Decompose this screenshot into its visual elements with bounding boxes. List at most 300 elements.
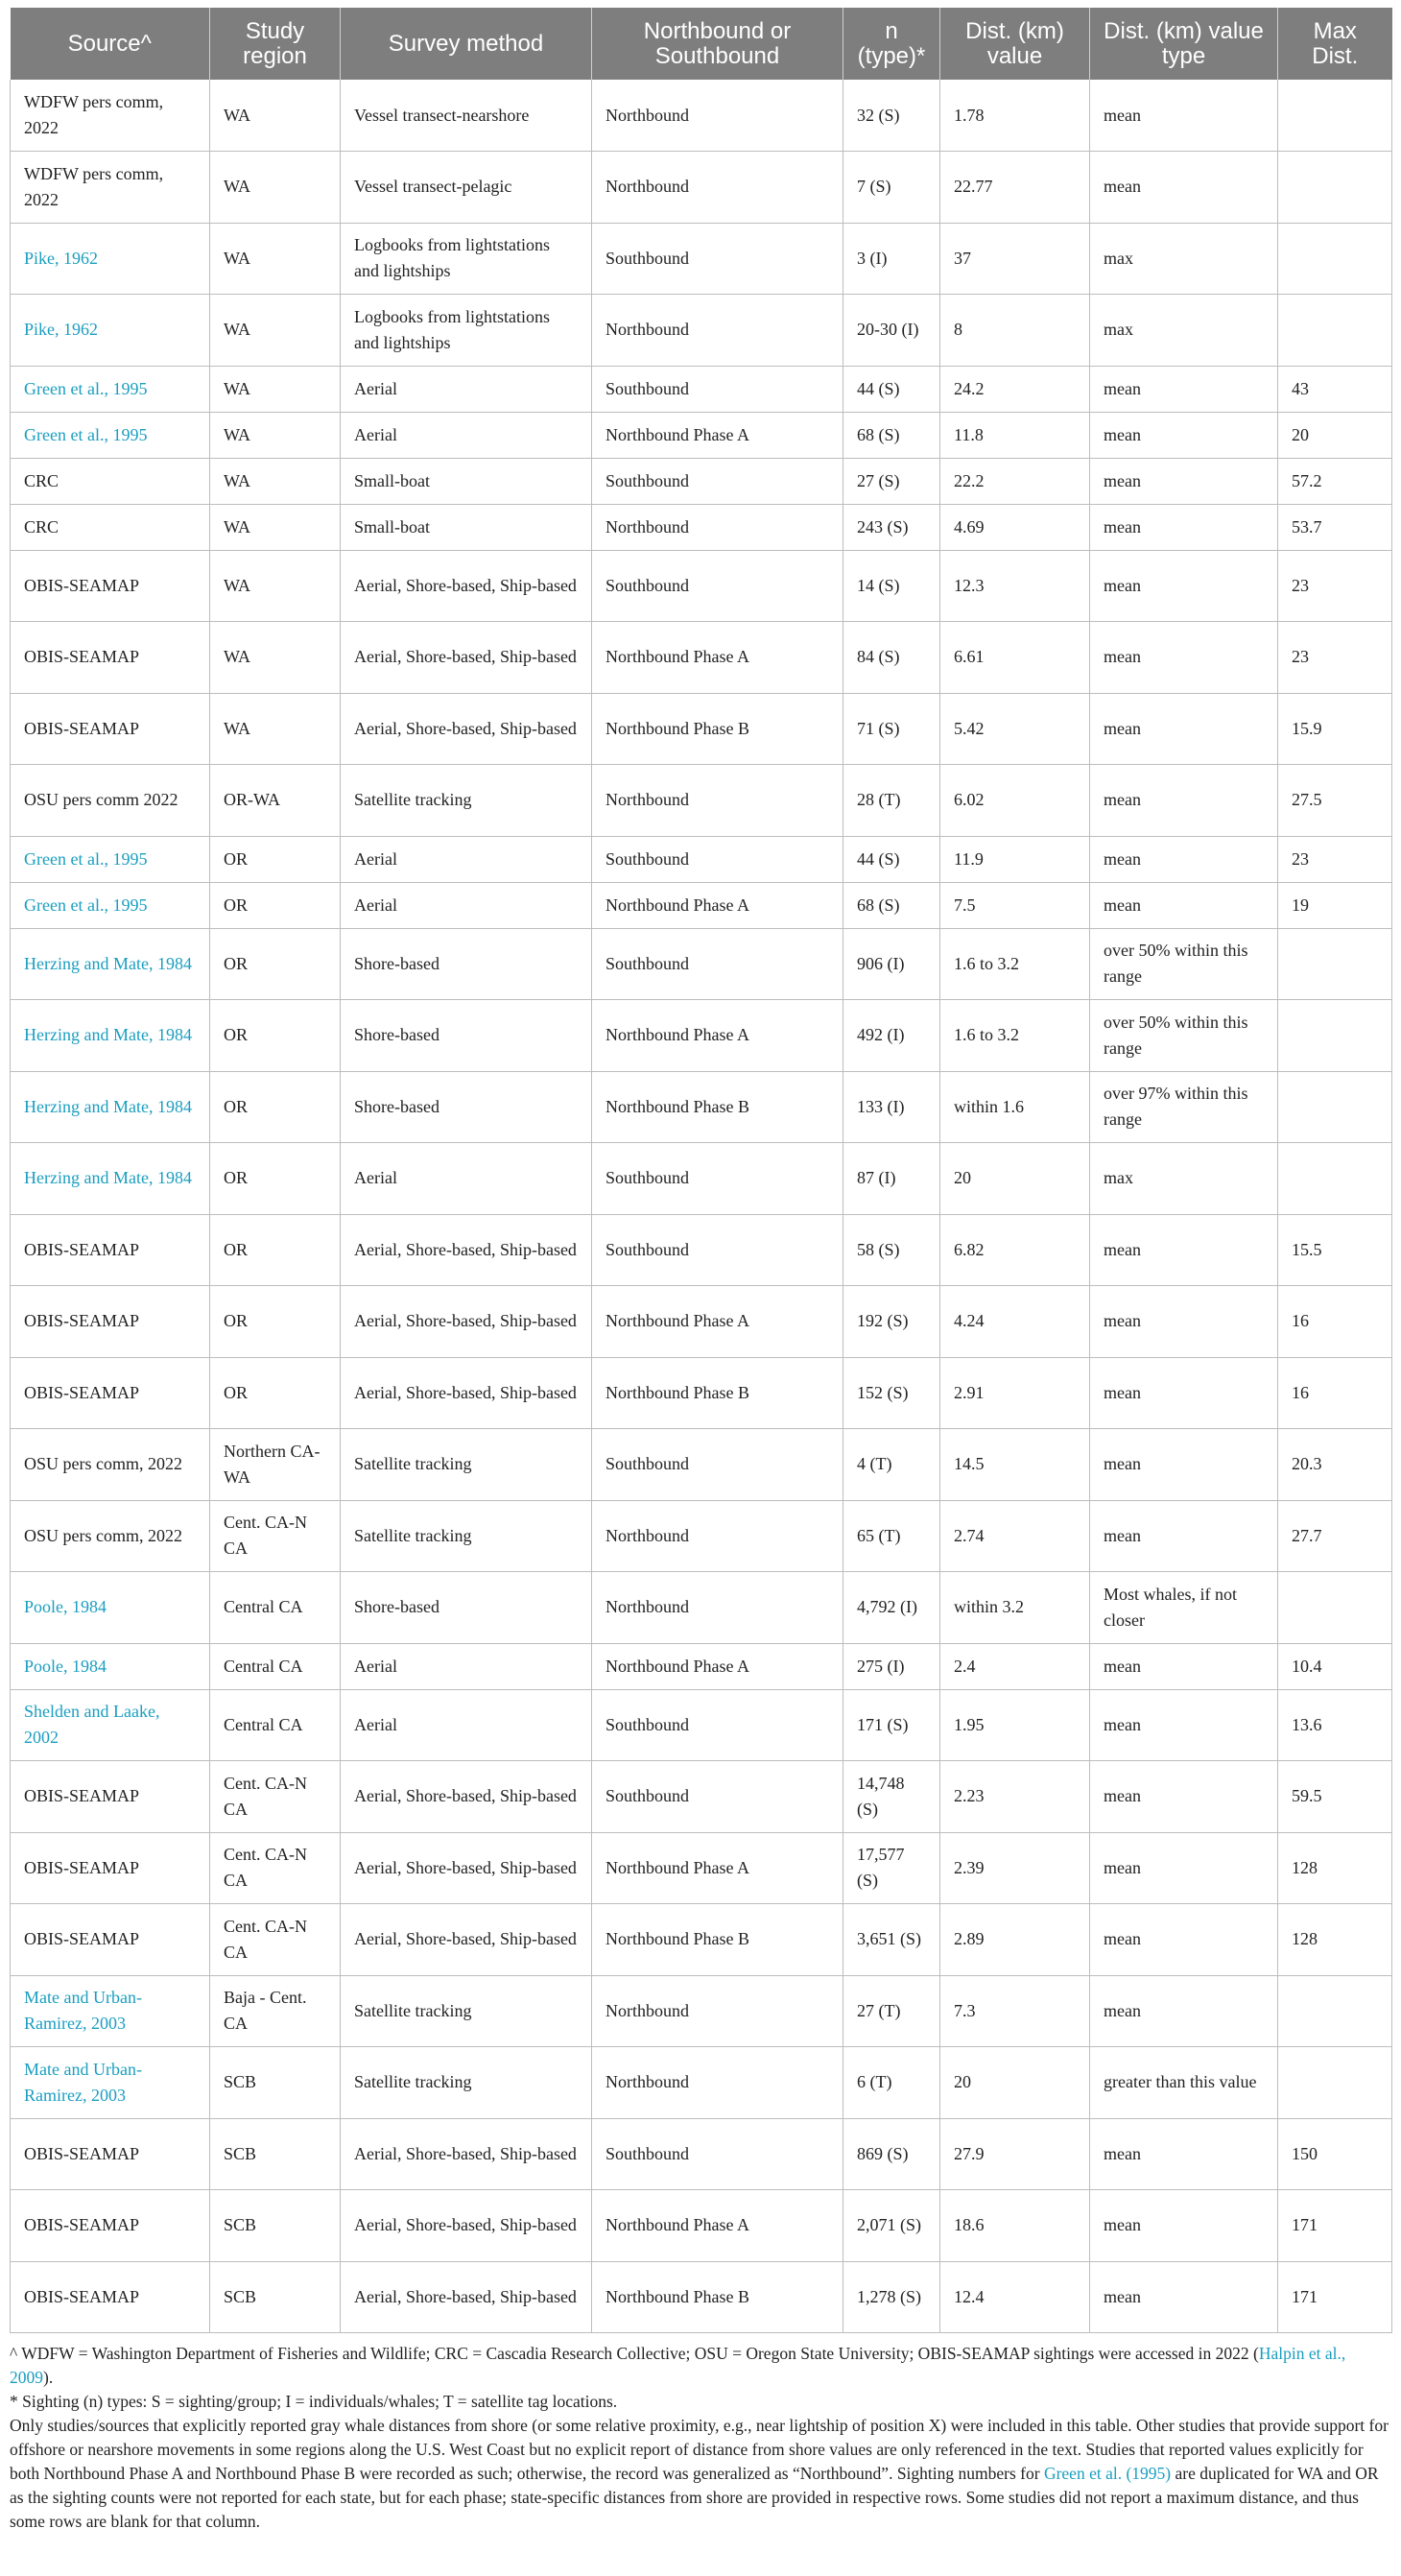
cell-study-region: Northern CA-WA <box>210 1429 341 1501</box>
cell-source[interactable]: Shelden and Laake, 2002 <box>11 1689 210 1761</box>
cell-n-type: 243 (S) <box>843 504 940 550</box>
cell-direction: Southbound <box>592 366 843 412</box>
cell-survey-method: Aerial, Shore-based, Ship-based <box>341 1761 592 1833</box>
cell-max-dist: 13.6 <box>1278 1689 1392 1761</box>
cell-source: CRC <box>11 458 210 504</box>
cell-study-region: OR-WA <box>210 765 341 837</box>
cell-max-dist: 171 <box>1278 2190 1392 2262</box>
cell-n-type: 44 (S) <box>843 366 940 412</box>
cell-direction: Northbound Phase B <box>592 2261 843 2333</box>
cell-source[interactable]: Green et al., 1995 <box>11 882 210 928</box>
cell-source[interactable]: Green et al., 1995 <box>11 836 210 882</box>
table-row <box>11 693 1392 765</box>
table-row <box>11 1975 1392 2047</box>
cell-direction: Southbound <box>592 1143 843 1215</box>
cell-n-type: 27 (S) <box>843 458 940 504</box>
cell-max-dist <box>1278 80 1392 152</box>
cell-dist-value: 6.82 <box>940 1214 1090 1286</box>
cell-max-dist <box>1278 1572 1392 1644</box>
cell-direction: Northbound <box>592 765 843 837</box>
cell-study-region: OR <box>210 1143 341 1215</box>
cell-source: OBIS-SEAMAP <box>11 1832 210 1904</box>
cell-max-dist <box>1278 223 1392 295</box>
table-row <box>11 836 1392 882</box>
cell-source[interactable]: Mate and Urban-Ramirez, 2003 <box>11 2047 210 2119</box>
cell-dist-value: 20 <box>940 1143 1090 1215</box>
cell-dist-value-type: mean <box>1090 504 1278 550</box>
cell-study-region: OR <box>210 882 341 928</box>
table-row <box>11 1761 1392 1833</box>
footnote-note-end: are duplicated for WA and OR as the sighting counts were not reported for each state, but for each phase; state-specific distances from shore are provided in respective rows. Some studies did not report a maximum distance, and thus some rows are blank for that column. <box>10 2464 1379 2531</box>
table-row <box>11 550 1392 622</box>
cell-dist-value-type: mean <box>1090 1904 1278 1976</box>
table-row <box>11 223 1392 295</box>
cell-study-region: WA <box>210 152 341 224</box>
cell-max-dist <box>1278 295 1392 367</box>
cell-survey-method: Aerial, Shore-based, Ship-based <box>341 1214 592 1286</box>
cell-n-type: 4 (T) <box>843 1429 940 1501</box>
cell-max-dist: 16 <box>1278 1286 1392 1358</box>
cell-n-type: 17,577 (S) <box>843 1832 940 1904</box>
cell-dist-value: 1.6 to 3.2 <box>940 928 1090 1000</box>
distance-table <box>10 8 1392 2333</box>
cell-n-type: 65 (T) <box>843 1500 940 1572</box>
cell-dist-value: 5.42 <box>940 693 1090 765</box>
cell-n-type: 1,278 (S) <box>843 2261 940 2333</box>
cell-study-region: WA <box>210 223 341 295</box>
cell-n-type: 68 (S) <box>843 882 940 928</box>
cell-direction: Northbound Phase A <box>592 1643 843 1689</box>
cell-dist-value-type: greater than this value <box>1090 2047 1278 2119</box>
table-row <box>11 1643 1392 1689</box>
cell-max-dist: 128 <box>1278 1832 1392 1904</box>
cell-survey-method: Shore-based <box>341 928 592 1000</box>
table-row <box>11 1143 1392 1215</box>
table-row <box>11 1832 1392 1904</box>
cell-study-region: Central CA <box>210 1643 341 1689</box>
cell-survey-method: Aerial <box>341 882 592 928</box>
cell-dist-value-type: over 50% within this range <box>1090 1000 1278 1072</box>
cell-study-region: SCB <box>210 2047 341 2119</box>
cell-direction: Southbound <box>592 1214 843 1286</box>
cell-dist-value-type: max <box>1090 295 1278 367</box>
cell-study-region: WA <box>210 693 341 765</box>
cell-n-type: 6 (T) <box>843 2047 940 2119</box>
cell-max-dist <box>1278 1143 1392 1215</box>
cell-direction: Northbound Phase B <box>592 1357 843 1429</box>
cell-survey-method: Aerial, Shore-based, Ship-based <box>341 550 592 622</box>
cell-n-type: 14,748 (S) <box>843 1761 940 1833</box>
cell-n-type: 152 (S) <box>843 1357 940 1429</box>
cell-max-dist: 27.5 <box>1278 765 1392 837</box>
cell-survey-method: Aerial <box>341 1689 592 1761</box>
table-row <box>11 412 1392 458</box>
cell-n-type: 58 (S) <box>843 1214 940 1286</box>
cell-dist-value: 18.6 <box>940 2190 1090 2262</box>
cell-survey-method: Aerial <box>341 1643 592 1689</box>
col-dist-value: Dist. (km) value <box>940 8 1090 80</box>
cell-study-region: SCB <box>210 2261 341 2333</box>
cell-direction: Northbound Phase A <box>592 2190 843 2262</box>
cell-survey-method: Small-boat <box>341 458 592 504</box>
cell-dist-value: 27.9 <box>940 2118 1090 2190</box>
cell-study-region: WA <box>210 458 341 504</box>
table-row <box>11 622 1392 694</box>
cell-n-type: 133 (I) <box>843 1071 940 1143</box>
cell-direction: Southbound <box>592 836 843 882</box>
cell-dist-value: 2.74 <box>940 1500 1090 1572</box>
cell-direction: Southbound <box>592 1761 843 1833</box>
cell-study-region: OR <box>210 1000 341 1072</box>
cell-source[interactable]: Herzing and Mate, 1984 <box>11 1071 210 1143</box>
table-row <box>11 1000 1392 1072</box>
cell-dist-value: 12.3 <box>940 550 1090 622</box>
cell-study-region: OR <box>210 1357 341 1429</box>
cell-dist-value: 8 <box>940 295 1090 367</box>
cell-source[interactable]: Green et al., 1995 <box>11 366 210 412</box>
cell-direction: Northbound Phase B <box>592 1904 843 1976</box>
cell-dist-value: 7.5 <box>940 882 1090 928</box>
cell-source[interactable]: Herzing and Mate, 1984 <box>11 928 210 1000</box>
cell-source: OBIS-SEAMAP <box>11 1357 210 1429</box>
cell-study-region: WA <box>210 550 341 622</box>
cell-source[interactable]: Green et al., 1995 <box>11 412 210 458</box>
cell-direction: Southbound <box>592 550 843 622</box>
footnote-abbrev-end: ). <box>43 2368 54 2387</box>
reference-link-halpin[interactable]: Halpin et al., 2009 <box>10 2344 1346 2387</box>
cell-dist-value: 4.24 <box>940 1286 1090 1358</box>
cell-dist-value: 1.95 <box>940 1689 1090 1761</box>
cell-n-type: 68 (S) <box>843 412 940 458</box>
cell-source: OBIS-SEAMAP <box>11 693 210 765</box>
cell-survey-method: Aerial <box>341 836 592 882</box>
cell-max-dist <box>1278 2047 1392 2119</box>
document <box>10 8 1391 2534</box>
cell-direction: Northbound Phase A <box>592 412 843 458</box>
cell-n-type: 71 (S) <box>843 693 940 765</box>
table-row <box>11 1572 1392 1644</box>
cell-source: WDFW pers comm, 2022 <box>11 80 210 152</box>
cell-max-dist: 19 <box>1278 882 1392 928</box>
cell-study-region: WA <box>210 622 341 694</box>
cell-source[interactable]: Pike, 1962 <box>11 295 210 367</box>
cell-n-type: 28 (T) <box>843 765 940 837</box>
cell-survey-method: Shore-based <box>341 1071 592 1143</box>
footnote-note-start: Only studies/sources that explicitly reported gray whale distances from shore (or some relative proximity, e.g., near lightship of position X) were included in this table. Other studies that provide support for offshore or nearshore movements in some regions along the U.S. West Coast but no explicit report of distance from shore values are only referenced in the text. Studies that reported values explicitly for both Northbound Phase A and Northbound Phase B were recorded as such; otherwise, the record was generalized as “Northbound”. Sighting numbers for <box>10 2416 1389 2483</box>
cell-n-type: 32 (S) <box>843 80 940 152</box>
cell-n-type: 171 (S) <box>843 1689 940 1761</box>
cell-n-type: 27 (T) <box>843 1975 940 2047</box>
cell-dist-value-type: mean <box>1090 366 1278 412</box>
cell-direction: Northbound <box>592 1572 843 1644</box>
footnote-inclusion-note <box>10 2414 1391 2534</box>
table-row <box>11 1286 1392 1358</box>
cell-max-dist: 23 <box>1278 836 1392 882</box>
cell-survey-method: Aerial, Shore-based, Ship-based <box>341 2118 592 2190</box>
cell-study-region: OR <box>210 1071 341 1143</box>
cell-study-region: WA <box>210 504 341 550</box>
footnote-abbrev-text: ^ WDFW = Washington Department of Fisheries and Wildlife; CRC = Cascadia Research Collective; OSU = Oregon State University; OBIS-SEAMAP sightings were accessed in 2022 ( <box>10 2344 1259 2363</box>
cell-survey-method: Aerial, Shore-based, Ship-based <box>341 2261 592 2333</box>
cell-n-type: 3,651 (S) <box>843 1904 940 1976</box>
cell-dist-value: 2.39 <box>940 1832 1090 1904</box>
cell-dist-value-type: max <box>1090 1143 1278 1215</box>
cell-max-dist <box>1278 928 1392 1000</box>
cell-study-region: Cent. CA-N CA <box>210 1761 341 1833</box>
cell-n-type: 4,792 (I) <box>843 1572 940 1644</box>
cell-direction: Northbound <box>592 80 843 152</box>
cell-direction: Northbound Phase B <box>592 693 843 765</box>
cell-direction: Northbound <box>592 295 843 367</box>
cell-max-dist: 15.9 <box>1278 693 1392 765</box>
cell-survey-method: Aerial, Shore-based, Ship-based <box>341 622 592 694</box>
cell-dist-value-type: mean <box>1090 1429 1278 1501</box>
cell-direction: Northbound <box>592 152 843 224</box>
cell-direction: Northbound <box>592 2047 843 2119</box>
cell-study-region: Cent. CA-N CA <box>210 1904 341 1976</box>
cell-dist-value: 24.2 <box>940 366 1090 412</box>
cell-survey-method: Aerial <box>341 412 592 458</box>
cell-direction: Northbound Phase A <box>592 622 843 694</box>
cell-source: OBIS-SEAMAP <box>11 1214 210 1286</box>
table-row <box>11 504 1392 550</box>
cell-survey-method: Vessel transect-nearshore <box>341 80 592 152</box>
cell-source[interactable]: Herzing and Mate, 1984 <box>11 1143 210 1215</box>
cell-dist-value: 2.91 <box>940 1357 1090 1429</box>
cell-direction: Northbound Phase A <box>592 1832 843 1904</box>
table-body <box>11 80 1392 2333</box>
cell-dist-value: 2.23 <box>940 1761 1090 1833</box>
cell-survey-method: Satellite tracking <box>341 1429 592 1501</box>
cell-dist-value-type: mean <box>1090 412 1278 458</box>
cell-source: OBIS-SEAMAP <box>11 1761 210 1833</box>
cell-study-region: Cent. CA-N CA <box>210 1832 341 1904</box>
cell-dist-value-type: mean <box>1090 693 1278 765</box>
cell-max-dist: 10.4 <box>1278 1643 1392 1689</box>
cell-dist-value-type: max <box>1090 223 1278 295</box>
table-row <box>11 80 1392 152</box>
cell-study-region: WA <box>210 412 341 458</box>
table-row <box>11 1500 1392 1572</box>
cell-survey-method: Aerial, Shore-based, Ship-based <box>341 1904 592 1976</box>
table-row <box>11 2047 1392 2119</box>
cell-direction: Southbound <box>592 1689 843 1761</box>
table-footnotes <box>10 2342 1391 2534</box>
footnote-sighting-types: * Sighting (n) types: S = sighting/group; I = individuals/whales; T = satellite tag locations. <box>10 2392 618 2411</box>
cell-source[interactable]: Mate and Urban-Ramirez, 2003 <box>11 1975 210 2047</box>
cell-dist-value: 22.77 <box>940 152 1090 224</box>
cell-dist-value-type: mean <box>1090 836 1278 882</box>
reference-link-green[interactable]: Green et al. (1995) <box>1043 2464 1172 2483</box>
cell-dist-value: 2.4 <box>940 1643 1090 1689</box>
cell-survey-method: Satellite tracking <box>341 1500 592 1572</box>
cell-study-region: SCB <box>210 2190 341 2262</box>
cell-dist-value: 11.8 <box>940 412 1090 458</box>
cell-study-region: OR <box>210 836 341 882</box>
cell-source[interactable]: Poole, 1984 <box>11 1572 210 1644</box>
cell-dist-value: within 1.6 <box>940 1071 1090 1143</box>
table-row <box>11 458 1392 504</box>
cell-direction: Southbound <box>592 458 843 504</box>
cell-source[interactable]: Pike, 1962 <box>11 223 210 295</box>
cell-n-type: 192 (S) <box>843 1286 940 1358</box>
cell-n-type: 20-30 (I) <box>843 295 940 367</box>
cell-dist-value: 6.61 <box>940 622 1090 694</box>
col-direction: Northbound or Southbound <box>592 8 843 80</box>
cell-study-region: WA <box>210 295 341 367</box>
cell-source: OSU pers comm, 2022 <box>11 1500 210 1572</box>
cell-study-region: OR <box>210 1286 341 1358</box>
table-row <box>11 1689 1392 1761</box>
table-row <box>11 1214 1392 1286</box>
cell-max-dist <box>1278 1975 1392 2047</box>
table-row <box>11 882 1392 928</box>
cell-survey-method: Aerial <box>341 1143 592 1215</box>
cell-survey-method: Shore-based <box>341 1572 592 1644</box>
cell-n-type: 3 (I) <box>843 223 940 295</box>
cell-n-type: 87 (I) <box>843 1143 940 1215</box>
cell-source: CRC <box>11 504 210 550</box>
cell-survey-method: Satellite tracking <box>341 2047 592 2119</box>
table-row <box>11 1357 1392 1429</box>
cell-n-type: 906 (I) <box>843 928 940 1000</box>
cell-survey-method: Aerial, Shore-based, Ship-based <box>341 2190 592 2262</box>
cell-max-dist: 23 <box>1278 550 1392 622</box>
cell-study-region: WA <box>210 80 341 152</box>
cell-dist-value-type: mean <box>1090 2118 1278 2190</box>
cell-dist-value: 20 <box>940 2047 1090 2119</box>
cell-dist-value-type: over 50% within this range <box>1090 928 1278 1000</box>
cell-survey-method: Logbooks from lightstations and lightships <box>341 295 592 367</box>
cell-max-dist: 59.5 <box>1278 1761 1392 1833</box>
cell-dist-value: 4.69 <box>940 504 1090 550</box>
table-row <box>11 295 1392 367</box>
cell-dist-value-type: Most whales, if not closer <box>1090 1572 1278 1644</box>
cell-survey-method: Satellite tracking <box>341 1975 592 2047</box>
cell-max-dist: 171 <box>1278 2261 1392 2333</box>
cell-dist-value-type: mean <box>1090 1975 1278 2047</box>
cell-survey-method: Small-boat <box>341 504 592 550</box>
cell-study-region: Cent. CA-N CA <box>210 1500 341 1572</box>
cell-direction: Northbound Phase A <box>592 1000 843 1072</box>
cell-max-dist <box>1278 1000 1392 1072</box>
cell-max-dist: 27.7 <box>1278 1500 1392 1572</box>
cell-dist-value-type: mean <box>1090 1643 1278 1689</box>
cell-max-dist: 57.2 <box>1278 458 1392 504</box>
cell-max-dist: 20.3 <box>1278 1429 1392 1501</box>
cell-study-region: OR <box>210 928 341 1000</box>
cell-dist-value-type: mean <box>1090 1286 1278 1358</box>
cell-source: WDFW pers comm, 2022 <box>11 152 210 224</box>
table-row <box>11 2190 1392 2262</box>
cell-dist-value: 12.4 <box>940 2261 1090 2333</box>
cell-dist-value: 37 <box>940 223 1090 295</box>
cell-dist-value: 1.78 <box>940 80 1090 152</box>
cell-dist-value: 14.5 <box>940 1429 1090 1501</box>
cell-study-region: Central CA <box>210 1572 341 1644</box>
cell-n-type: 2,071 (S) <box>843 2190 940 2262</box>
col-max-dist: Max Dist. <box>1278 8 1392 80</box>
cell-survey-method: Aerial, Shore-based, Ship-based <box>341 1357 592 1429</box>
cell-dist-value-type: mean <box>1090 1832 1278 1904</box>
cell-dist-value: 22.2 <box>940 458 1090 504</box>
cell-study-region: Central CA <box>210 1689 341 1761</box>
cell-direction: Northbound Phase A <box>592 1286 843 1358</box>
cell-source[interactable]: Poole, 1984 <box>11 1643 210 1689</box>
table-row <box>11 765 1392 837</box>
cell-survey-method: Aerial, Shore-based, Ship-based <box>341 693 592 765</box>
table-row <box>11 2261 1392 2333</box>
cell-max-dist: 20 <box>1278 412 1392 458</box>
cell-dist-value-type: mean <box>1090 765 1278 837</box>
col-source: Source^ <box>11 8 210 80</box>
cell-max-dist: 53.7 <box>1278 504 1392 550</box>
cell-dist-value-type: mean <box>1090 152 1278 224</box>
cell-source: OBIS-SEAMAP <box>11 1904 210 1976</box>
cell-direction: Northbound Phase A <box>592 882 843 928</box>
cell-max-dist: 23 <box>1278 622 1392 694</box>
cell-survey-method: Aerial, Shore-based, Ship-based <box>341 1286 592 1358</box>
table-row <box>11 1071 1392 1143</box>
cell-n-type: 7 (S) <box>843 152 940 224</box>
col-dist-value-type: Dist. (km) value type <box>1090 8 1278 80</box>
cell-study-region: SCB <box>210 2118 341 2190</box>
cell-n-type: 869 (S) <box>843 2118 940 2190</box>
cell-n-type: 14 (S) <box>843 550 940 622</box>
cell-survey-method: Satellite tracking <box>341 765 592 837</box>
cell-source: OBIS-SEAMAP <box>11 622 210 694</box>
cell-study-region: Baja - Cent. CA <box>210 1975 341 2047</box>
cell-survey-method: Vessel transect-pelagic <box>341 152 592 224</box>
table-row <box>11 366 1392 412</box>
col-survey-method: Survey method <box>341 8 592 80</box>
col-n-type: n (type)* <box>843 8 940 80</box>
cell-dist-value: 6.02 <box>940 765 1090 837</box>
cell-direction: Northbound <box>592 1975 843 2047</box>
cell-direction: Southbound <box>592 928 843 1000</box>
cell-study-region: WA <box>210 366 341 412</box>
header-row <box>11 8 1392 80</box>
table-row <box>11 152 1392 224</box>
cell-max-dist: 16 <box>1278 1357 1392 1429</box>
cell-n-type: 84 (S) <box>843 622 940 694</box>
col-study-region: Study region <box>210 8 341 80</box>
cell-source: OBIS-SEAMAP <box>11 1286 210 1358</box>
cell-dist-value-type: mean <box>1090 2190 1278 2262</box>
cell-dist-value: 1.6 to 3.2 <box>940 1000 1090 1072</box>
cell-dist-value: 7.3 <box>940 1975 1090 2047</box>
cell-dist-value-type: mean <box>1090 1500 1278 1572</box>
cell-dist-value-type: mean <box>1090 80 1278 152</box>
cell-dist-value-type: mean <box>1090 1689 1278 1761</box>
cell-dist-value: within 3.2 <box>940 1572 1090 1644</box>
cell-survey-method: Shore-based <box>341 1000 592 1072</box>
cell-study-region: OR <box>210 1214 341 1286</box>
cell-max-dist: 128 <box>1278 1904 1392 1976</box>
cell-direction: Southbound <box>592 1429 843 1501</box>
cell-dist-value-type: mean <box>1090 622 1278 694</box>
cell-dist-value-type: mean <box>1090 2261 1278 2333</box>
cell-dist-value-type: mean <box>1090 1761 1278 1833</box>
cell-dist-value-type: mean <box>1090 458 1278 504</box>
cell-dist-value-type: mean <box>1090 1214 1278 1286</box>
cell-source: OSU pers comm, 2022 <box>11 1429 210 1501</box>
cell-source[interactable]: Herzing and Mate, 1984 <box>11 1000 210 1072</box>
cell-max-dist: 15.5 <box>1278 1214 1392 1286</box>
table-row <box>11 928 1392 1000</box>
cell-survey-method: Aerial, Shore-based, Ship-based <box>341 1832 592 1904</box>
cell-max-dist: 43 <box>1278 366 1392 412</box>
